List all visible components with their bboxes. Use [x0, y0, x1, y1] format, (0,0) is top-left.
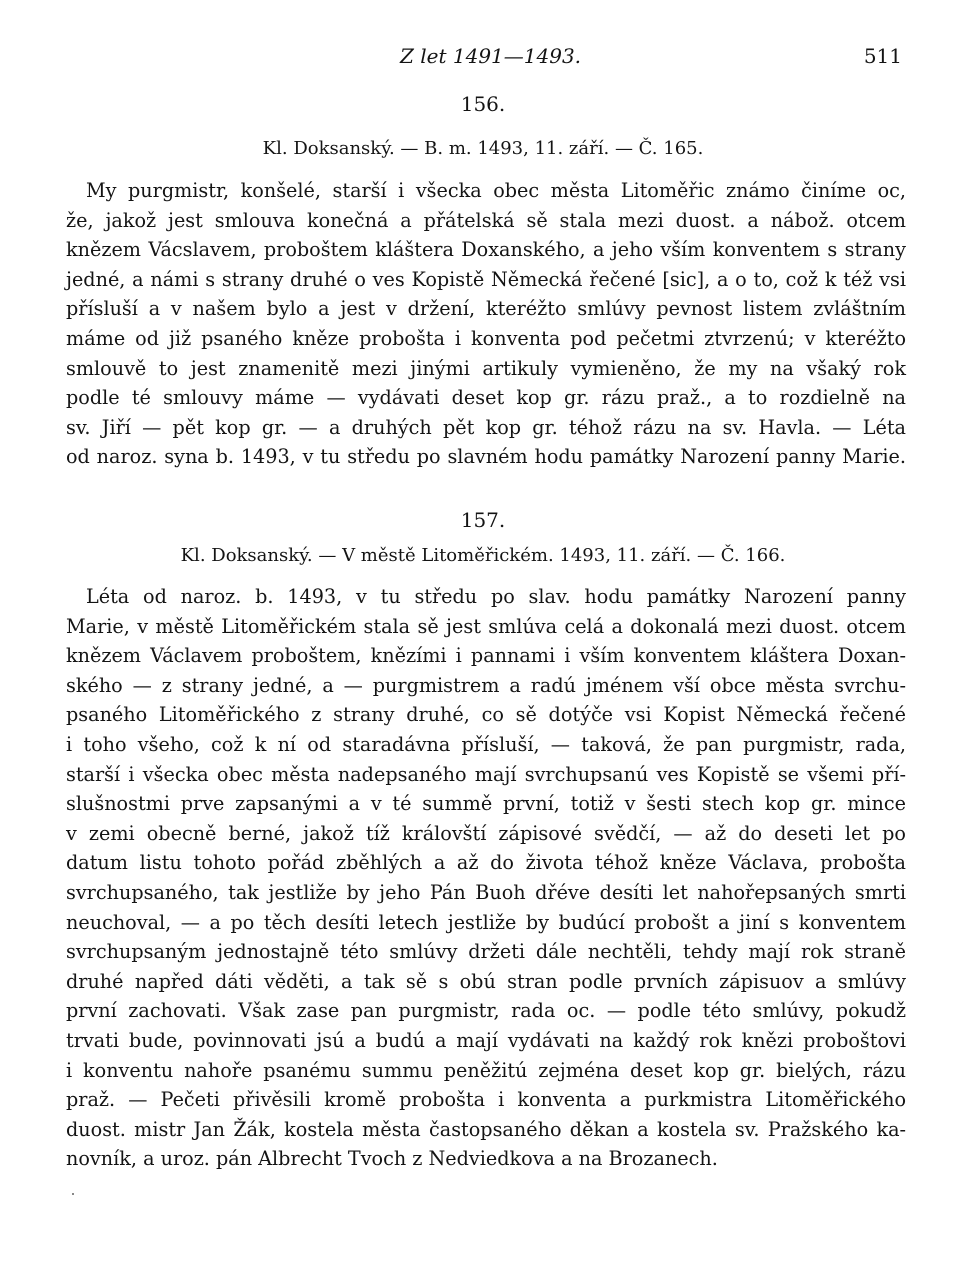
text-line: psaného Litoměřického z strany druhé, co sě dotýče vsi Kopist Německá řečené [66, 703, 906, 727]
text-line: od naroz. syna b. 1493, v tu středu po slavném hodu památky Narození panny Marie. [66, 445, 906, 469]
text-line: svrchupsaným jednostajně této smlúvy držeti dále nechtěli, tehdy mají rok straně [66, 940, 906, 964]
text-line: první zachovati. Však zase pan purgmistr, rada oc. — podle této smlúvy, pokudž [66, 999, 906, 1023]
text-line: knězem Václavem proboštem, knězími i pannami i vším konventem kláštera Doxan- [66, 644, 906, 668]
text-line: svrchupsaného, tak jestliže by jeho Pán Buoh dřéve desíti let nahořepsaných smrti [66, 880, 906, 904]
text-line: ského — z strany jedné, a — purgmistrem a radú jménem vší obce města svrchu- [66, 673, 906, 697]
running-head [0, 44, 960, 74]
text-line: Marie, v městě Litoměřickém stala sě jest smlúva celá a dokonalá mezi duost. otcem [66, 614, 906, 638]
text-line: i konventu nahoře psanému summu peněžitú zejména deset kop gr. bielých, rázu [66, 1058, 906, 1082]
text-line: jedné, a námi s strany druhé o ves Kopistě Německá řečené [sic], a o to, což k též vsi [66, 267, 906, 291]
paper-speck [72, 1193, 74, 1195]
text-line: v zemi obecně berné, jakož tíž královští zápisové svědčí, — až do deseti let po [66, 821, 906, 845]
running-title: Z let 1491—1493. [400, 44, 582, 68]
document-number-157: 157. [460, 508, 506, 532]
text-line: Léta od naroz. b. 1493, v tu středu po slav. hodu památky Narození panny [86, 585, 906, 608]
text-line: smlouvě to jest znamenitě mezi jinými artikuly vymieněno, že my na všaký rok [66, 356, 906, 380]
text-line: praž. — Pečeti přivěsili kromě probošta i konventa a purkmistra Litoměřického [66, 1088, 906, 1112]
text-line: slušnostmi prve zapsanými a v té summě první, totiž v šesti stech kop gr. mince [66, 792, 906, 816]
text-line: přísluší a v našem bylo a jest v držení, kteréžto smlúvy pevnost listem zvláštním [66, 297, 906, 321]
document-number-156: 156. [460, 92, 506, 116]
text-line: duost. mistr Jan Žák, kostela města častopsaného děkan a kostela sv. Pražského ka- [66, 1117, 906, 1141]
text-line: sv. Jiří — pět kop gr. — a druhých pět kop gr. téhož rázu na sv. Havla. — Léta [66, 415, 906, 439]
text-line: máme od již psaného kněze probošta i konventa pod pečetmi ztvrzenú; v kteréžto [66, 326, 906, 350]
text-line: My purgmistr, konšelé, starší i všecka obec města Litoměřic známo činíme oc, [86, 179, 906, 202]
text-line: novník, a uroz. pán Albrecht Tvoch z Nedviedkova a na Brozanech. [66, 1147, 718, 1171]
document-source-156: Kl. Doksanský. — B. m. 1493, 11. září. — Č. 165. [262, 138, 704, 159]
text-line: druhé napřed dáti věděti, a tak sě s obú stran podle prvních zápisuov a smlúvy [66, 969, 906, 993]
document-body-157 [66, 582, 906, 1174]
text-line: knězem Vácslavem, proboštem kláštera Doxanského, a jeho vším konventem s strany [66, 238, 906, 262]
page-number: 511 [863, 44, 902, 68]
document-body-156 [66, 176, 906, 472]
text-line: i toho všeho, což k ní od staradávna přísluší, — taková, že pan purgmistr, rada, [66, 732, 906, 756]
text-line: že, jakož jest smlouva konečná a přátelská sě stala mezi duost. a nábož. otcem [66, 208, 906, 232]
text-line: podle té smlouvy máme — vydávati deset kop gr. rázu praž., a to rozdielně na [66, 386, 906, 410]
text-line: trvati bude, povinnovati jsú a budú a mají vydávati na každý rok knězi proboštovi [66, 1028, 906, 1052]
document-source-157: Kl. Doksanský. — V městě Litoměřickém. 1493, 11. září. — Č. 166. [180, 545, 786, 566]
text-line: datum listu tohoto pořád zběhlých a až do života téhož kněze Václava, probošta [66, 851, 906, 875]
text-line: neuchoval, — a po těch desíti letech jestliže by budúcí probošt a jiní s konventem [66, 910, 906, 934]
text-line: starší i všecka obec města nadepsaného mají svrchupsanú ves Kopistě se všemi pří- [66, 762, 906, 786]
